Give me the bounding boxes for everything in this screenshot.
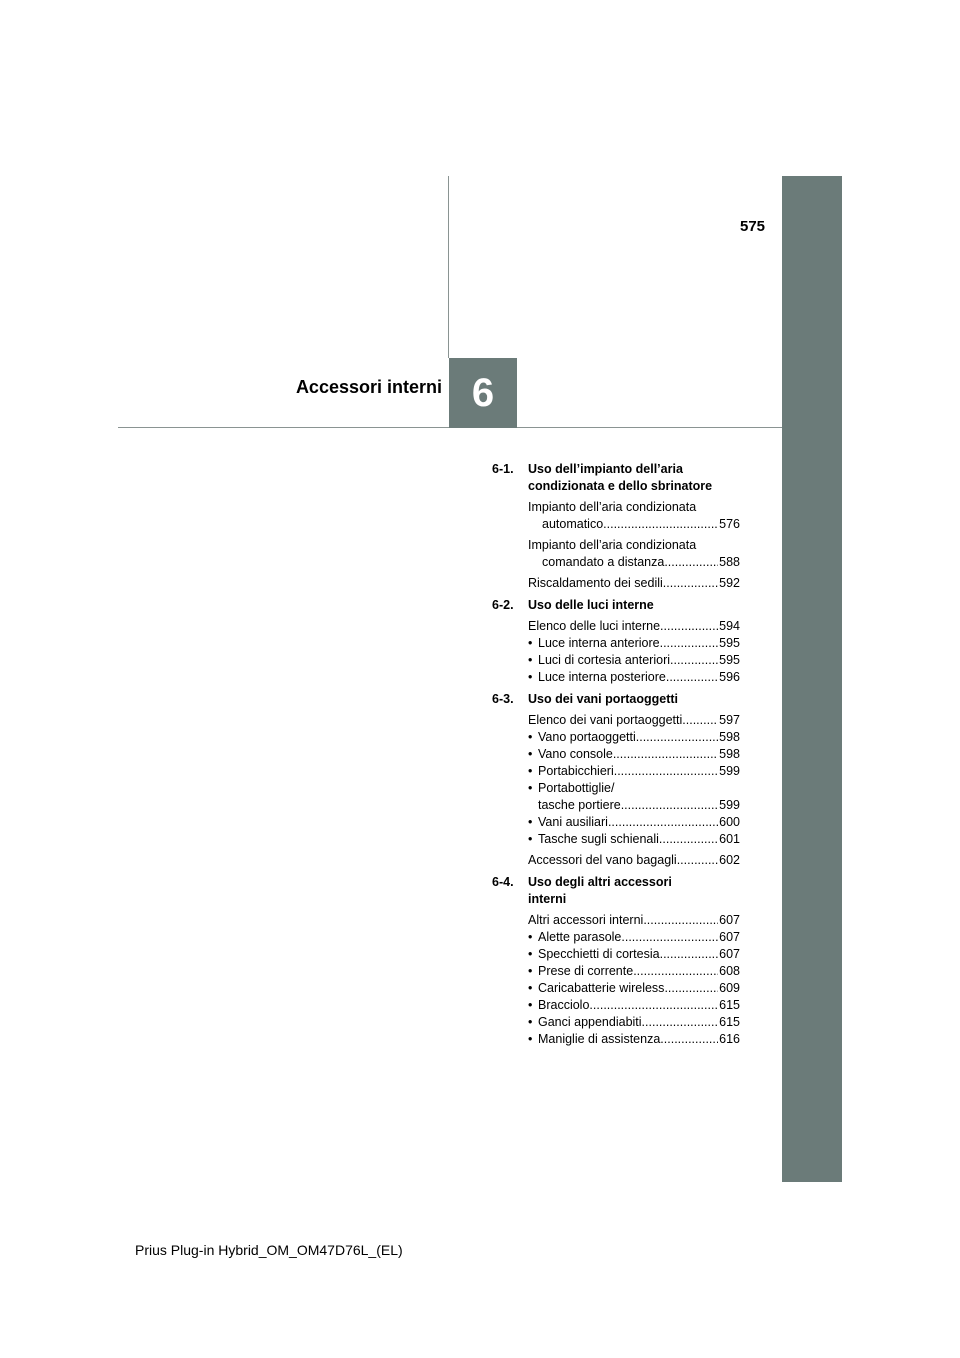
toc-entry-line [528, 575, 740, 592]
toc-page-number: 588 [719, 555, 740, 569]
toc-subentry [528, 929, 740, 946]
toc-leader-dots [643, 912, 718, 929]
toc-leader-dots [663, 575, 718, 592]
toc-entry-label: Alette parasole [538, 930, 622, 944]
toc-section-heading [492, 597, 740, 614]
toc-leader-dots [621, 929, 718, 946]
toc-entry-line [528, 516, 740, 533]
toc-entry-label: Prese di corrente [538, 964, 634, 978]
toc-leader-dots [660, 1031, 718, 1048]
toc-entry-label: tasche portiere [538, 798, 621, 812]
toc-page-number: 615 [719, 1015, 740, 1029]
toc-page-number: 602 [719, 853, 740, 867]
toc-subentry-line [538, 1014, 740, 1031]
toc-page-number: 595 [719, 653, 740, 667]
toc-entry-label: Vano portaoggetti [538, 730, 636, 744]
toc-page-number: 607 [719, 913, 740, 927]
toc-subentry-line [538, 929, 740, 946]
toc-leader-dots [659, 831, 718, 848]
toc-subentry-line [538, 997, 740, 1014]
toc-entry-label: Luce interna posteriore [538, 670, 666, 684]
toc-section-number: 6-1. [492, 462, 514, 476]
toc-entry [528, 712, 740, 848]
toc-subentry [528, 652, 740, 669]
bullet-icon: • [528, 964, 533, 978]
bullet-icon: • [528, 815, 533, 829]
toc-subentry-line [538, 635, 740, 652]
toc-entry-line [528, 712, 740, 729]
chapter-side-tab [782, 176, 842, 1182]
toc-page-number: 601 [719, 832, 740, 846]
toc-page-number: 600 [719, 815, 740, 829]
bullet-icon: • [528, 730, 533, 744]
toc-subentry [528, 1014, 740, 1031]
toc-page-number: 594 [719, 619, 740, 633]
toc-leader-dots [613, 746, 718, 763]
toc-page-number: 597 [719, 713, 740, 727]
toc-leader-dots [664, 980, 718, 997]
toc-leader-dots [636, 729, 718, 746]
toc-page-number: 598 [719, 747, 740, 761]
toc-section-heading [492, 461, 740, 495]
bullet-icon: • [528, 930, 533, 944]
toc-page-number: 607 [719, 947, 740, 961]
toc-entry-line [528, 852, 740, 869]
bullet-icon: • [528, 832, 533, 846]
toc-entry [528, 575, 740, 592]
toc-section-6-4 [492, 874, 740, 1048]
toc-leader-dots [614, 763, 718, 780]
bullet-icon: • [528, 981, 533, 995]
toc-subentry-line [538, 652, 740, 669]
toc-section-title-line: interni [528, 892, 567, 906]
toc-page-number: 592 [719, 576, 740, 590]
toc-leader-dots [660, 635, 719, 652]
toc-section-title-line: Uso degli altri accessori [528, 875, 672, 889]
toc-subentry [528, 746, 740, 763]
toc-subentry [528, 831, 740, 848]
toc-leader-dots [621, 797, 718, 814]
toc-subentry [528, 763, 740, 780]
toc-entry [528, 499, 740, 533]
toc-leader-dots [660, 946, 719, 963]
toc-entry-label: Ganci appendiabiti [538, 1015, 642, 1029]
page-number: 575 [740, 218, 766, 235]
toc-leader-dots [682, 712, 718, 729]
bullet-icon: • [528, 747, 533, 761]
toc-subentry-line [538, 763, 740, 780]
toc-subentry [528, 946, 740, 963]
toc-subentry [528, 780, 740, 814]
toc-entry-label: Tasche sugli schienali [538, 832, 659, 846]
toc-page-number: 608 [719, 964, 740, 978]
toc-page-number: 615 [719, 998, 740, 1012]
toc-entry-label: Vano console [538, 747, 613, 761]
bullet-icon: • [528, 653, 533, 667]
toc-page-number: 598 [719, 730, 740, 744]
toc-page-number: 576 [719, 517, 740, 531]
toc-section-number: 6-2. [492, 598, 514, 612]
toc-entry-label: Portabicchieri [538, 764, 614, 778]
toc-subentry-line [538, 797, 740, 814]
bullet-icon: • [528, 947, 533, 961]
bullet-icon: • [528, 764, 533, 778]
toc-subentry-line [538, 963, 740, 980]
toc-subentry [528, 669, 740, 686]
toc-page-number: 616 [719, 1032, 740, 1046]
toc-entry-label: Luce interna anteriore [538, 636, 660, 650]
bullet-icon: • [528, 636, 533, 650]
toc-section-6-2 [492, 597, 740, 686]
toc-subentry [528, 997, 740, 1014]
toc-entry-line [528, 912, 740, 929]
toc-entry-label: Luci di cortesia anteriori [538, 653, 671, 667]
toc-entry-label: comandato a distanza [542, 555, 665, 569]
header-vertical-rule [448, 176, 449, 358]
toc-entry-label: Maniglie di assistenza [538, 1032, 661, 1046]
toc-page-number: 599 [719, 764, 740, 778]
toc-subentry-line [538, 814, 740, 831]
toc-subentry-line [538, 669, 740, 686]
toc-subentry-line [538, 1031, 740, 1048]
toc-entry-label: Bracciolo [538, 998, 590, 1012]
toc-section-number: 6-3. [492, 692, 514, 706]
bullet-icon: • [528, 670, 533, 684]
toc-leader-dots [608, 814, 718, 831]
toc-subentry-line [538, 729, 740, 746]
toc-section-title-line: Uso dell’impianto dell’aria [528, 462, 683, 476]
toc-entry-label: Accessori del vano bagagli [528, 853, 677, 867]
toc-section-title-line: Uso dei vani portaoggetti [528, 692, 679, 706]
toc-subentry [528, 635, 740, 652]
toc-section-number: 6-4. [492, 875, 514, 889]
bullet-icon: • [528, 998, 533, 1012]
toc-entry-label: Specchietti di cortesia [538, 947, 660, 961]
toc-entry-label-line: Impianto dell’aria condizionata [528, 500, 697, 514]
toc-entry [528, 537, 740, 571]
toc-entry-label: Elenco dei vani portaoggetti [528, 713, 683, 727]
toc-entry [528, 912, 740, 1048]
toc-subentry-line [538, 980, 740, 997]
toc-entry-label: Altri accessori interni [528, 913, 644, 927]
toc-leader-dots [664, 554, 718, 571]
toc-entry [528, 618, 740, 686]
toc-subentry-line [538, 746, 740, 763]
toc-entry [528, 852, 740, 869]
toc-leader-dots [677, 852, 718, 869]
toc-subentries [528, 729, 740, 848]
toc-section-title-line: condizionata e dello sbrinatore [528, 479, 713, 493]
toc-entry-label: Riscaldamento dei sedili [528, 576, 663, 590]
toc-entry-label: automatico [542, 517, 604, 531]
toc-subentry [528, 963, 740, 980]
bullet-icon: • [528, 781, 533, 795]
toc-page-number: 599 [719, 798, 740, 812]
toc-page-number: 607 [719, 930, 740, 944]
toc-subentry-line [538, 946, 740, 963]
toc-section-heading [492, 874, 740, 908]
toc-subentry [528, 814, 740, 831]
toc-entry-label: Caricabatterie wireless [538, 981, 665, 995]
toc-page-number: 595 [719, 636, 740, 650]
table-of-contents [492, 461, 740, 1053]
toc-section-title-line: Uso delle luci interne [528, 598, 654, 612]
toc-section-6-3 [492, 691, 740, 869]
bullet-icon: • [528, 1015, 533, 1029]
toc-subentries [528, 635, 740, 686]
toc-leader-dots [603, 516, 718, 533]
footer-document-id: Prius Plug-in Hybrid_OM_OM47D76L_(EL) [135, 1242, 403, 1258]
toc-leader-dots [666, 669, 718, 686]
toc-subentry-line [538, 831, 740, 848]
toc-subentry [528, 980, 740, 997]
toc-entry-label: Elenco delle luci interne [528, 619, 661, 633]
toc-page-number: 596 [719, 670, 740, 684]
toc-subentry [528, 729, 740, 746]
toc-page-number: 609 [719, 981, 740, 995]
toc-leader-dots [642, 1014, 719, 1031]
toc-entry-label-line: Impianto dell’aria condizionata [528, 538, 697, 552]
chapter-number-badge: 6 [449, 358, 517, 428]
toc-section-6-1 [492, 461, 740, 592]
toc-subentries [528, 929, 740, 1048]
toc-section-heading [492, 691, 740, 708]
toc-entry-line [528, 618, 740, 635]
bullet-icon: • [528, 1032, 533, 1046]
toc-entry-line [528, 554, 740, 571]
toc-leader-dots [589, 997, 718, 1014]
toc-subentry [528, 1031, 740, 1048]
toc-leader-dots [660, 618, 718, 635]
toc-leader-dots [670, 652, 718, 669]
toc-leader-dots [633, 963, 718, 980]
toc-subentry-label-line: Portabottiglie/ [538, 781, 615, 795]
toc-entry-label: Vani ausiliari [538, 815, 608, 829]
chapter-title: Accessori interni [295, 377, 442, 397]
